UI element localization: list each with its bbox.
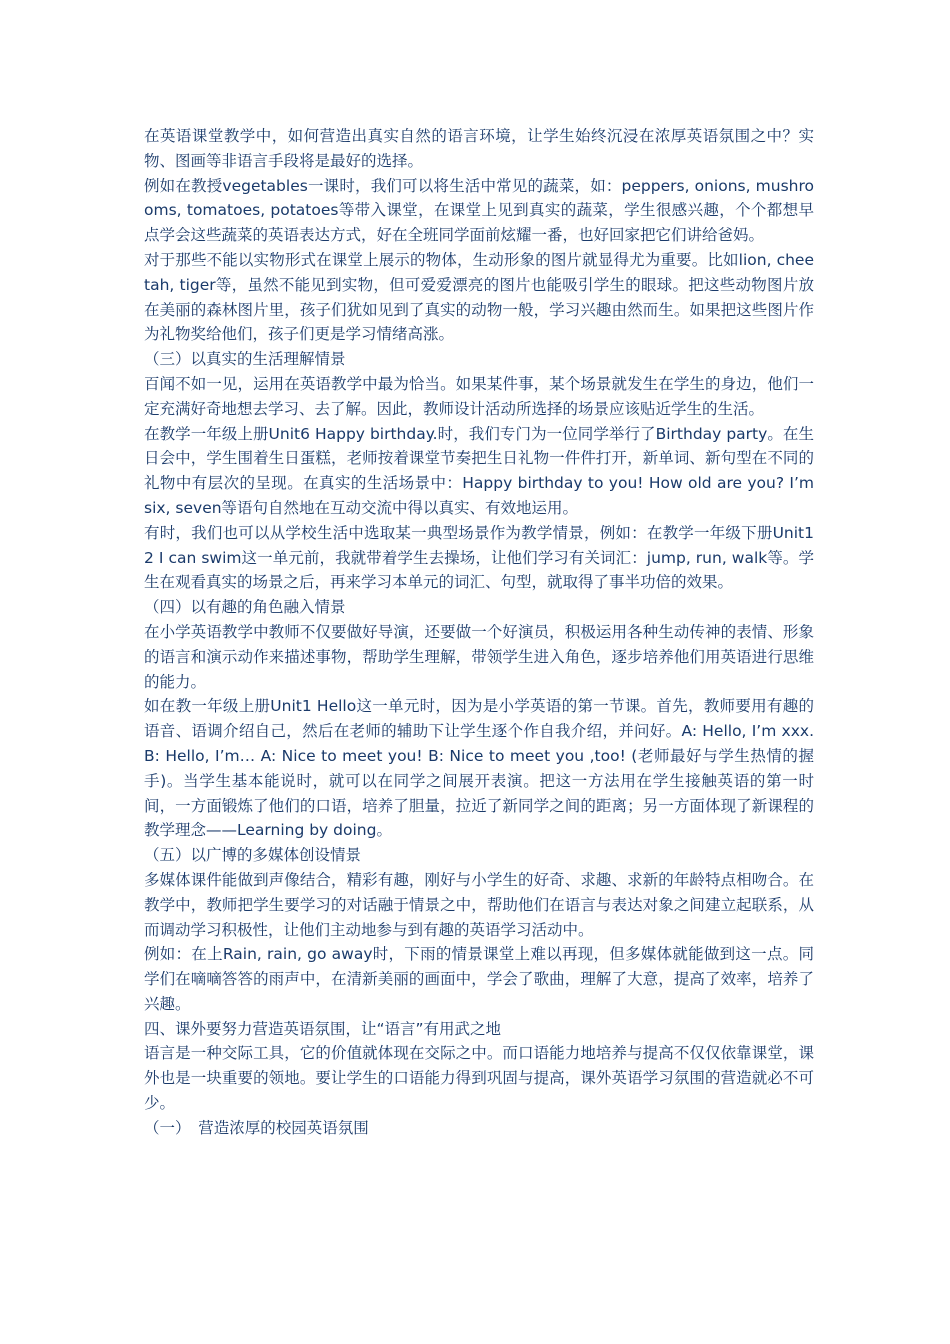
document-body — [144, 124, 814, 1141]
paragraph-real-life: 百闻不如一见，运用在英语教学中最为恰当。如果某件事，某个场景就发生在学生的身边，他们一定充满好奇地想去学习、去了解。因此，教师设计活动所选择的场景应该贴近学生的生活。 — [144, 374, 814, 418]
paragraph-school-scene: 有时，我们也可以从学校生活中选取某一典型场景作为教学情景，例如：在教学一年级下册Unit12 I can swim这一单元前，我就带着学生去操场，让他们学习有关词汇：jump, run, walk等。学生在观看真实的场景之后，再来学习本单元的词汇、句型，就取得了事半功倍的效果。 — [144, 523, 814, 592]
paragraph-language-tool: 语言是一种交际工具，它的价值就体现在交际之中。而口语能力地培养与提高不仅仅依靠课堂，课外也是一块重要的领地。要让学生的口语能力得到巩固与提高，课外英语学习氛围的营造就必不可少。 — [144, 1044, 814, 1113]
paragraph-pictures: 对于那些不能以实物形式在课堂上展示的物体，生动形象的图片就显得尤为重要。比如lion, cheetah, tiger等，虽然不能见到实物，但可爱爱漂亮的图片也能吸引学生的眼球。把这些动物图片放在美丽的森林图片里，孩子们犹如见到了真实的动物一般，学习兴趣由然而生。如果把这些图片作为礼物奖给他们，孩子们更是学习情绪高涨。 — [144, 250, 814, 344]
paragraph-intro: 在英语课堂教学中，如何营造出真实自然的语言环境，让学生始终沉浸在浓厚英语氛围之中？实物、图画等非语言手段将是最好的选择。 — [144, 127, 814, 170]
section-heading-5: （五）以广博的多媒体创设情景 — [144, 846, 362, 865]
paragraph-vegetables-example: 例如在教授vegetables一课时，我们可以将生活中常见的蔬菜，如：peppers, onions, mushrooms, tomatoes, potatoes等带入课堂，在课堂上见到真实的蔬菜，学生很感兴趣，个个都想早点学会这些蔬菜的英语表达方式，好在全班同学面前炫耀一番，也好回家把它们讲给爸妈。 — [144, 176, 814, 245]
paragraph-birthday-example: 在教学一年级上册Unit6 Happy birthday.时，我们专门为一位同学举行了Birthday party。在生日会中，学生围着生日蛋糕，老师按着课堂节奏把生日礼物一件件打开，新单词、新句型在不同的礼物中有层次的呈现。在真实的生活场景中：Happy birthday to you! How old are you? I’m six, seven等语句自然地在互动交流中得以真实、有效地运用。 — [144, 424, 814, 517]
paragraph-multimedia: 多媒体课件能做到声像结合，精彩有趣，刚好与小学生的好奇、求趣、求新的年龄特点相吻合。在教学中，教师把学生要学习的对话融于情景之中，帮助他们在语言与表达对象之间建立起联系，从而调动学习积极性，让他们主动地参与到有趣的英语学习活动中。 — [144, 870, 814, 939]
subsection-heading-1: （一） 营造浓厚的校园英语氛围 — [144, 1118, 369, 1137]
section-heading-4: （四）以有趣的角色融入情景 — [144, 598, 346, 617]
paragraph-role-play: 在小学英语教学中教师不仅要做好导演，还要做一个好演员，积极运用各种生动传神的表情、形象的语言和演示动作来描述事物，帮助学生理解，带领学生进入角色，逐步培养他们用英语进行思维的能力。 — [144, 622, 814, 691]
chapter-heading-4: 四、课外要努力营造英语氛围，让“语言”有用武之地 — [144, 1019, 502, 1038]
paragraph-hello-example: 如在教一年级上册Unit1 Hello这一单元时，因为是小学英语的第一节课。首先，教师要用有趣的语音、语调介绍自己，然后在老师的辅助下让学生逐个作自我介绍，并问好。A: Hello, I’m xxx. B: Hello, I’m… A: Nice to meet you! B: Nice to meet you ,too! (老师最好与学生热情的握手)。当学生基本能说时，就可以在同学之间展开表演。把这一方法用在学生接触英语的第一时间，一方面锻炼了他们的口语，培养了胆量，拉近了新同学之间的距离；另一方面体现了新课程的教学理念——Learning by doing。 — [144, 697, 814, 840]
paragraph-rain-example: 例如：在上Rain, rain, go away时，下雨的情景课堂上难以再现，但多媒体就能做到这一点。同学们在嘀嘀答答的雨声中，在清新美丽的画面中，学会了歌曲，理解了大意，提高了效率，培养了兴趣。 — [144, 945, 814, 1013]
section-heading-3: （三）以真实的生活理解情景 — [144, 350, 346, 369]
